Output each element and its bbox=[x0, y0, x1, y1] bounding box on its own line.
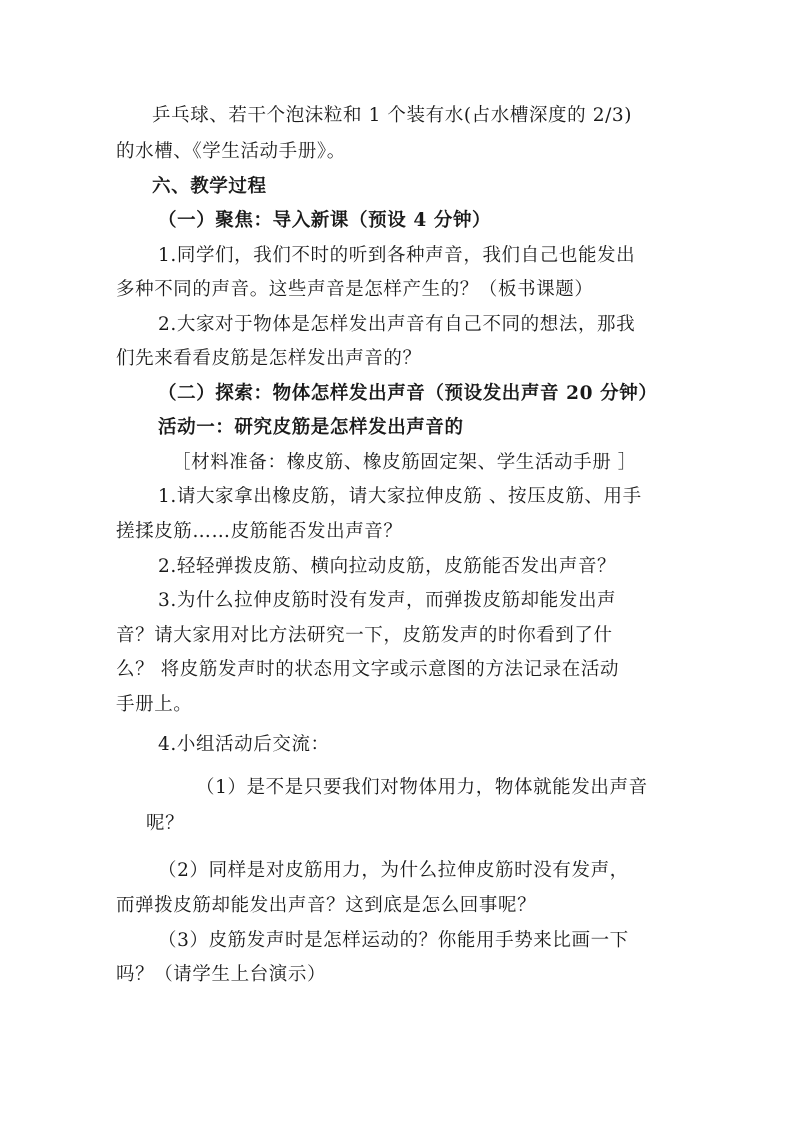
body-text-line: （3）皮筋发声时是怎样运动的？你能用手势来比画一下 bbox=[158, 930, 629, 951]
activity-heading: 活动一：研究皮筋是怎样发出声音的 bbox=[158, 417, 464, 438]
body-text-line: （2）同样是对皮筋用力，为什么拉伸皮筋时没有发声， bbox=[158, 860, 629, 881]
body-text-line: 1.同学们，我们不时的听到各种声音，我们自己也能发出 bbox=[158, 245, 636, 266]
body-text-line: 而弹拨皮筋却能发出声音？这到底是怎么回事呢？ bbox=[116, 895, 537, 916]
body-text-line: 多种不同的声音。这些声音是怎样产生的？（板书课题） bbox=[116, 279, 594, 300]
body-text-line: 的水槽、《学生活动手册》。 bbox=[116, 141, 346, 162]
body-text-line: 2.大家对于物体是怎样发出声音有自己不同的想法，那我 bbox=[158, 314, 636, 335]
body-text-line: 呢？ bbox=[146, 813, 185, 834]
body-text-line: 们先来看看皮筋是怎样发出声音的？ bbox=[116, 348, 422, 369]
body-text-line: 4.小组活动后交流： bbox=[158, 734, 330, 755]
subsection-heading: （一）聚焦：导入新课（预设 4 分钟） bbox=[158, 210, 492, 231]
body-text-line: 手册上。 bbox=[116, 694, 193, 715]
subsection-heading: （二）探索：物体怎样发出声音（预设发出声音 20 分钟） bbox=[158, 383, 658, 404]
body-text-line: 2.轻轻弹拨皮筋、横向拉动皮筋，皮筋能否发出声音？ bbox=[158, 556, 617, 577]
body-text-line: （1）是不是只要我们对物体用力，物体就能发出声音 bbox=[196, 777, 648, 798]
body-text-line: 么？ 将皮筋发声时的状态用文字或示意图的方法记录在活动 bbox=[116, 659, 620, 680]
materials-note: ［材料准备：橡皮筋、橡皮筋固定架、学生活动手册 ］ bbox=[172, 452, 637, 473]
body-text-line: 吗？（请学生上台演示） bbox=[116, 964, 327, 985]
body-text-line: 乒乓球、若干个泡沫粒和 1 个装有水(占水槽深度的 2/3) bbox=[152, 105, 633, 126]
body-text-line: 音？请大家用对比方法研究一下，皮筋发声的时你看到了什 bbox=[116, 625, 613, 646]
body-text-line: 3.为什么拉伸皮筋时没有发声，而弹拨皮筋却能发出声 bbox=[158, 590, 617, 611]
body-text-line: 搓揉皮筋……皮筋能否发出声音？ bbox=[116, 521, 403, 542]
section-heading: 六、教学过程 bbox=[152, 176, 267, 197]
body-text-line: 1.请大家拿出橡皮筋，请大家拉伸皮筋 、按压皮筋、用手 bbox=[158, 486, 642, 507]
